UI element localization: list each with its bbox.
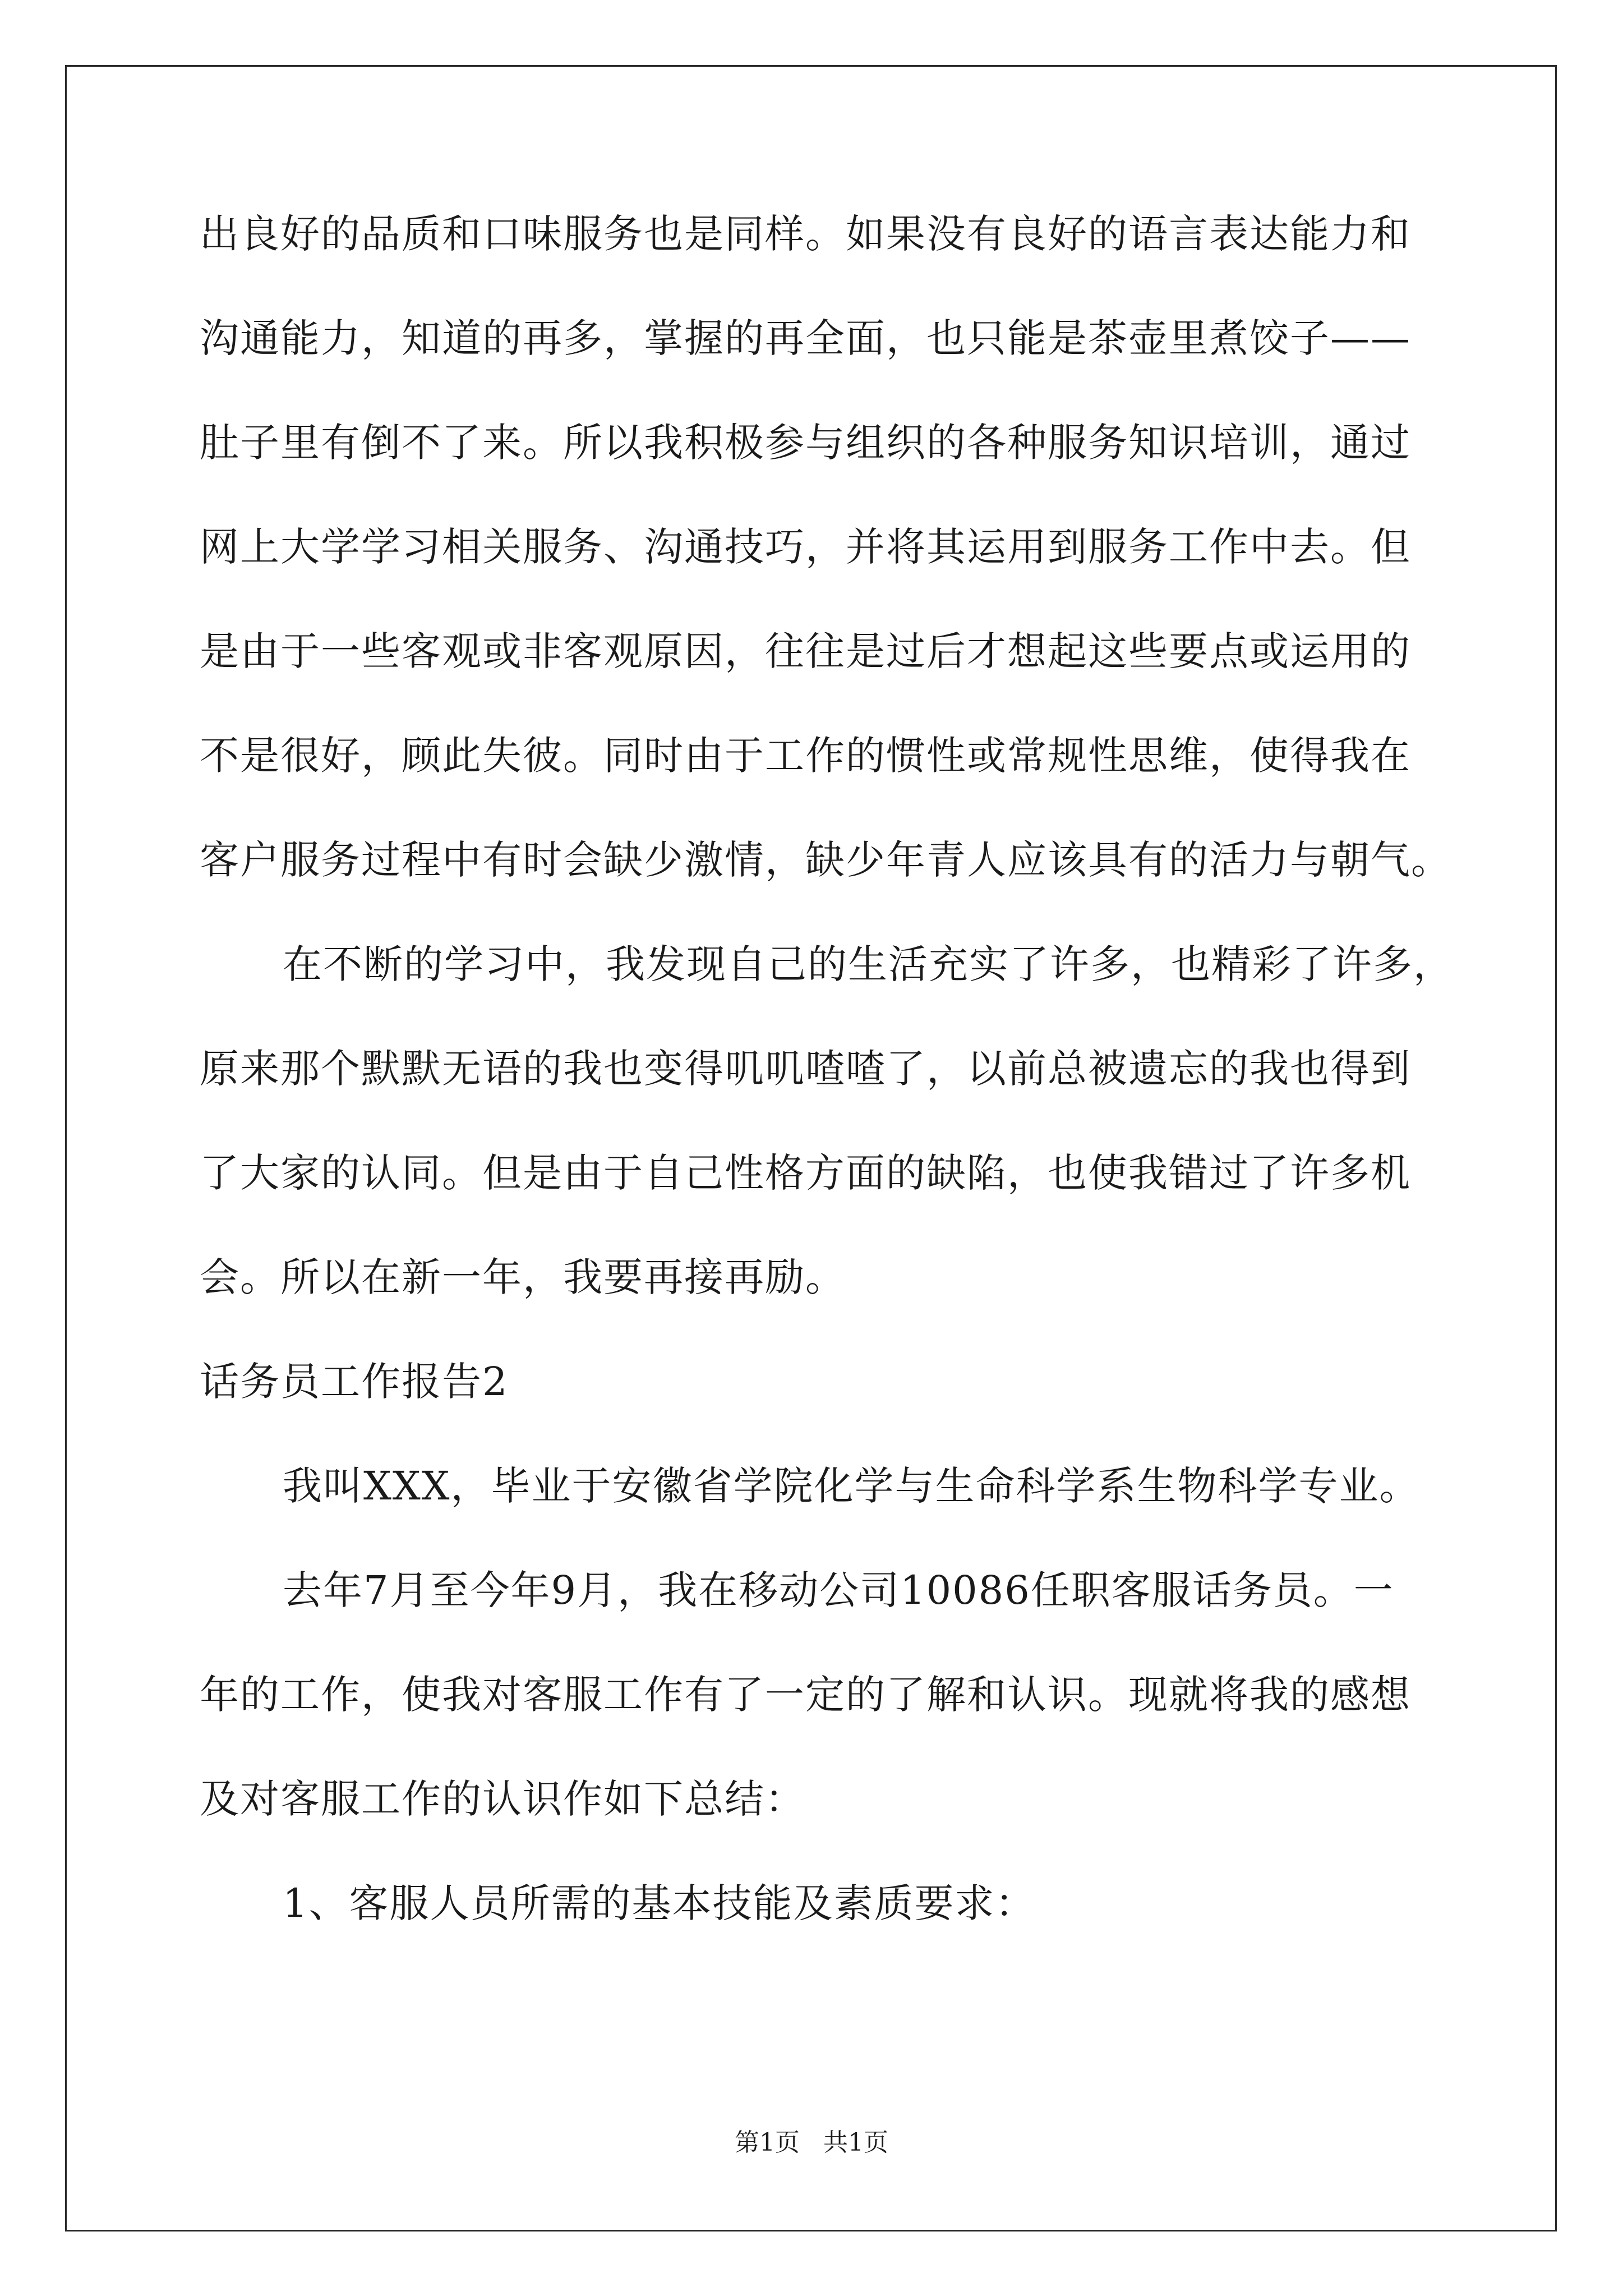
text-line: 肚子里有倒不了来。所以我积极参与组织的各种服务知识培训，通过 (200, 420, 1411, 466)
text-line: 客户服务过程中有时会缺少激情，缺少年青人应该具有的活力与朝气。 (200, 837, 1451, 883)
paragraph-first-line: 在不断的学习中，我发现自己的生活充实了许多，也精彩了许多， (283, 941, 1454, 987)
paragraph-first-line: 去年7月至今年9月，我在移动公司10086任职客服话务员。一 (283, 1567, 1394, 1613)
text-line: 原来那个默默无语的我也变得叽叽喳喳了，以前总被遗忘的我也得到 (200, 1046, 1411, 1092)
text-line: 是由于一些客观或非客观原因，往往是过后才想起这些要点或运用的 (200, 628, 1411, 674)
section-heading: 话务员工作报告2 (200, 1359, 509, 1405)
text-line: 及对客服工作的认识作如下总结： (200, 1776, 805, 1822)
text-line: 了大家的认同。但是由于自己性格方面的缺陷，也使我错过了许多机 (200, 1150, 1411, 1196)
text-line: 出良好的品质和口味服务也是同样。如果没有良好的语言表达能力和 (200, 211, 1411, 257)
text-line: 沟通能力，知道的再多，掌握的再全面，也只能是茶壶里煮饺子—— (200, 315, 1411, 361)
text-line: 年的工作，使我对客服工作有了一定的了解和认识。现就将我的感想 (200, 1672, 1411, 1718)
text-line: 不是很好，顾此失彼。同时由于工作的惯性或常规性思维，使得我在 (200, 733, 1411, 779)
list-item-heading: 1、客服人员所需的基本技能及素质要求： (283, 1880, 1036, 1926)
page-footer: 第1页 共1页 (735, 2128, 888, 2157)
text-line: 会。所以在新一年，我要再接再励。 (200, 1254, 846, 1300)
paragraph-first-line: 我叫XXX，毕业于安徽省学院化学与生命科学系生物科学专业。 (283, 1463, 1420, 1509)
text-line: 网上大学学习相关服务、沟通技巧，并将其运用到服务工作中去。但 (200, 524, 1411, 570)
